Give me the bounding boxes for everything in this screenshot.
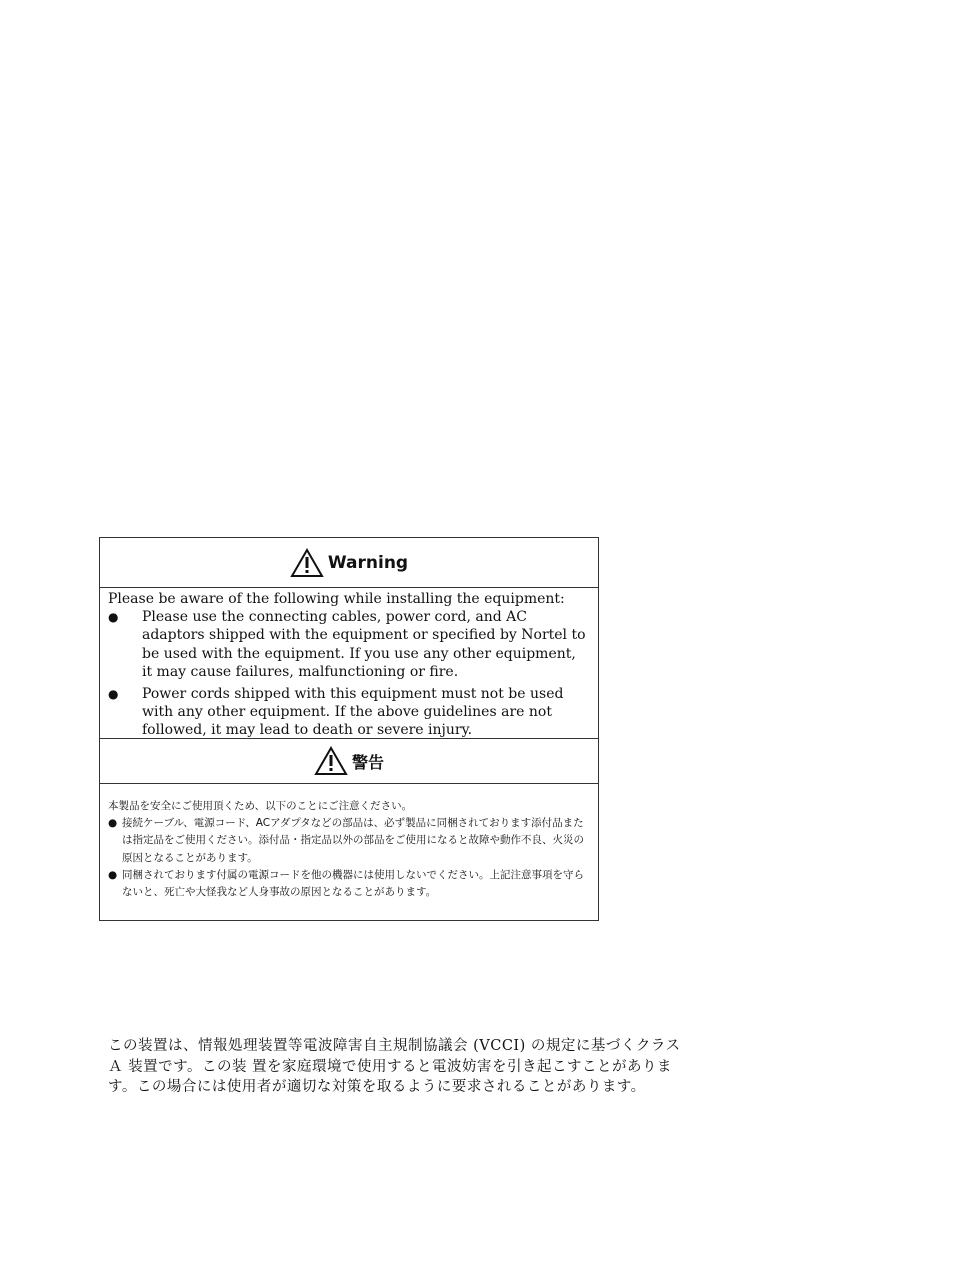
- list-item: [108, 815, 590, 867]
- warning-box: [99, 537, 599, 921]
- warning-list-en: [108, 608, 590, 739]
- warning-bullet-jp-2: 同梱されております付属の電源コードを他の機器には使用しないでください。上記注意事項を守らないと、死亡や大怪我など人身事故の原因となることがあります。: [122, 868, 584, 899]
- warning-intro-jp: 本製品を安全にご使用頂くため、以下のことにご注意ください。: [108, 800, 413, 812]
- list-item: [108, 867, 590, 901]
- warning-body-jp: [100, 784, 598, 901]
- bullet-icon: ●: [108, 610, 119, 625]
- warning-bullet-jp-1: 接続ケーブル、電源コード、ACアダプタなどの部品は、必ず製品に同梱されております添付品または指定品をご使用ください。添付品・指定品以外の部品をご使用になると故障や動作不良、火災の原因となることがあります。: [122, 817, 584, 864]
- bullet-icon: ●: [108, 868, 118, 881]
- bullet-icon: ●: [108, 687, 119, 702]
- warning-triangle-icon: [314, 746, 348, 776]
- warning-list-jp: [108, 815, 590, 901]
- vcci-notice: この装置は、情報処理装置等電波障害自主規制協議会 (VCCI) の規定に基づくクラスＡ 装置です。この装 置を家庭環境で使用すると電波妨害を引き起こすことがあります。この場合には使用者が適切な対策を取るように要求されることがあります。: [108, 1038, 681, 1095]
- warning-title-jp: 警告: [351, 752, 384, 772]
- warning-bullet-en-2: Power cords shipped with this equipment must not be used with any other equipment. If the above guidelines are not followed, it may lead to death or severe injury.: [142, 686, 564, 739]
- warning-title-en: Warning: [327, 552, 409, 573]
- warning-triangle-icon: [290, 548, 324, 578]
- list-item: [108, 608, 590, 681]
- warning-bullet-en-1: Please use the connecting cables, power cord, and AC adaptors shipped with the equipment or specified by Nortel to be used with the equipment. If you use any other equipment, it may cause failures, malfunctioning or fire.: [142, 609, 586, 680]
- warning-header-jp: [100, 738, 598, 784]
- warning-intro-en: Please be aware of the following while installing the equipment:: [108, 591, 565, 607]
- warning-header-en: [100, 538, 598, 588]
- bullet-icon: ●: [108, 817, 118, 830]
- list-item: [108, 685, 590, 740]
- warning-body-en: [100, 588, 598, 738]
